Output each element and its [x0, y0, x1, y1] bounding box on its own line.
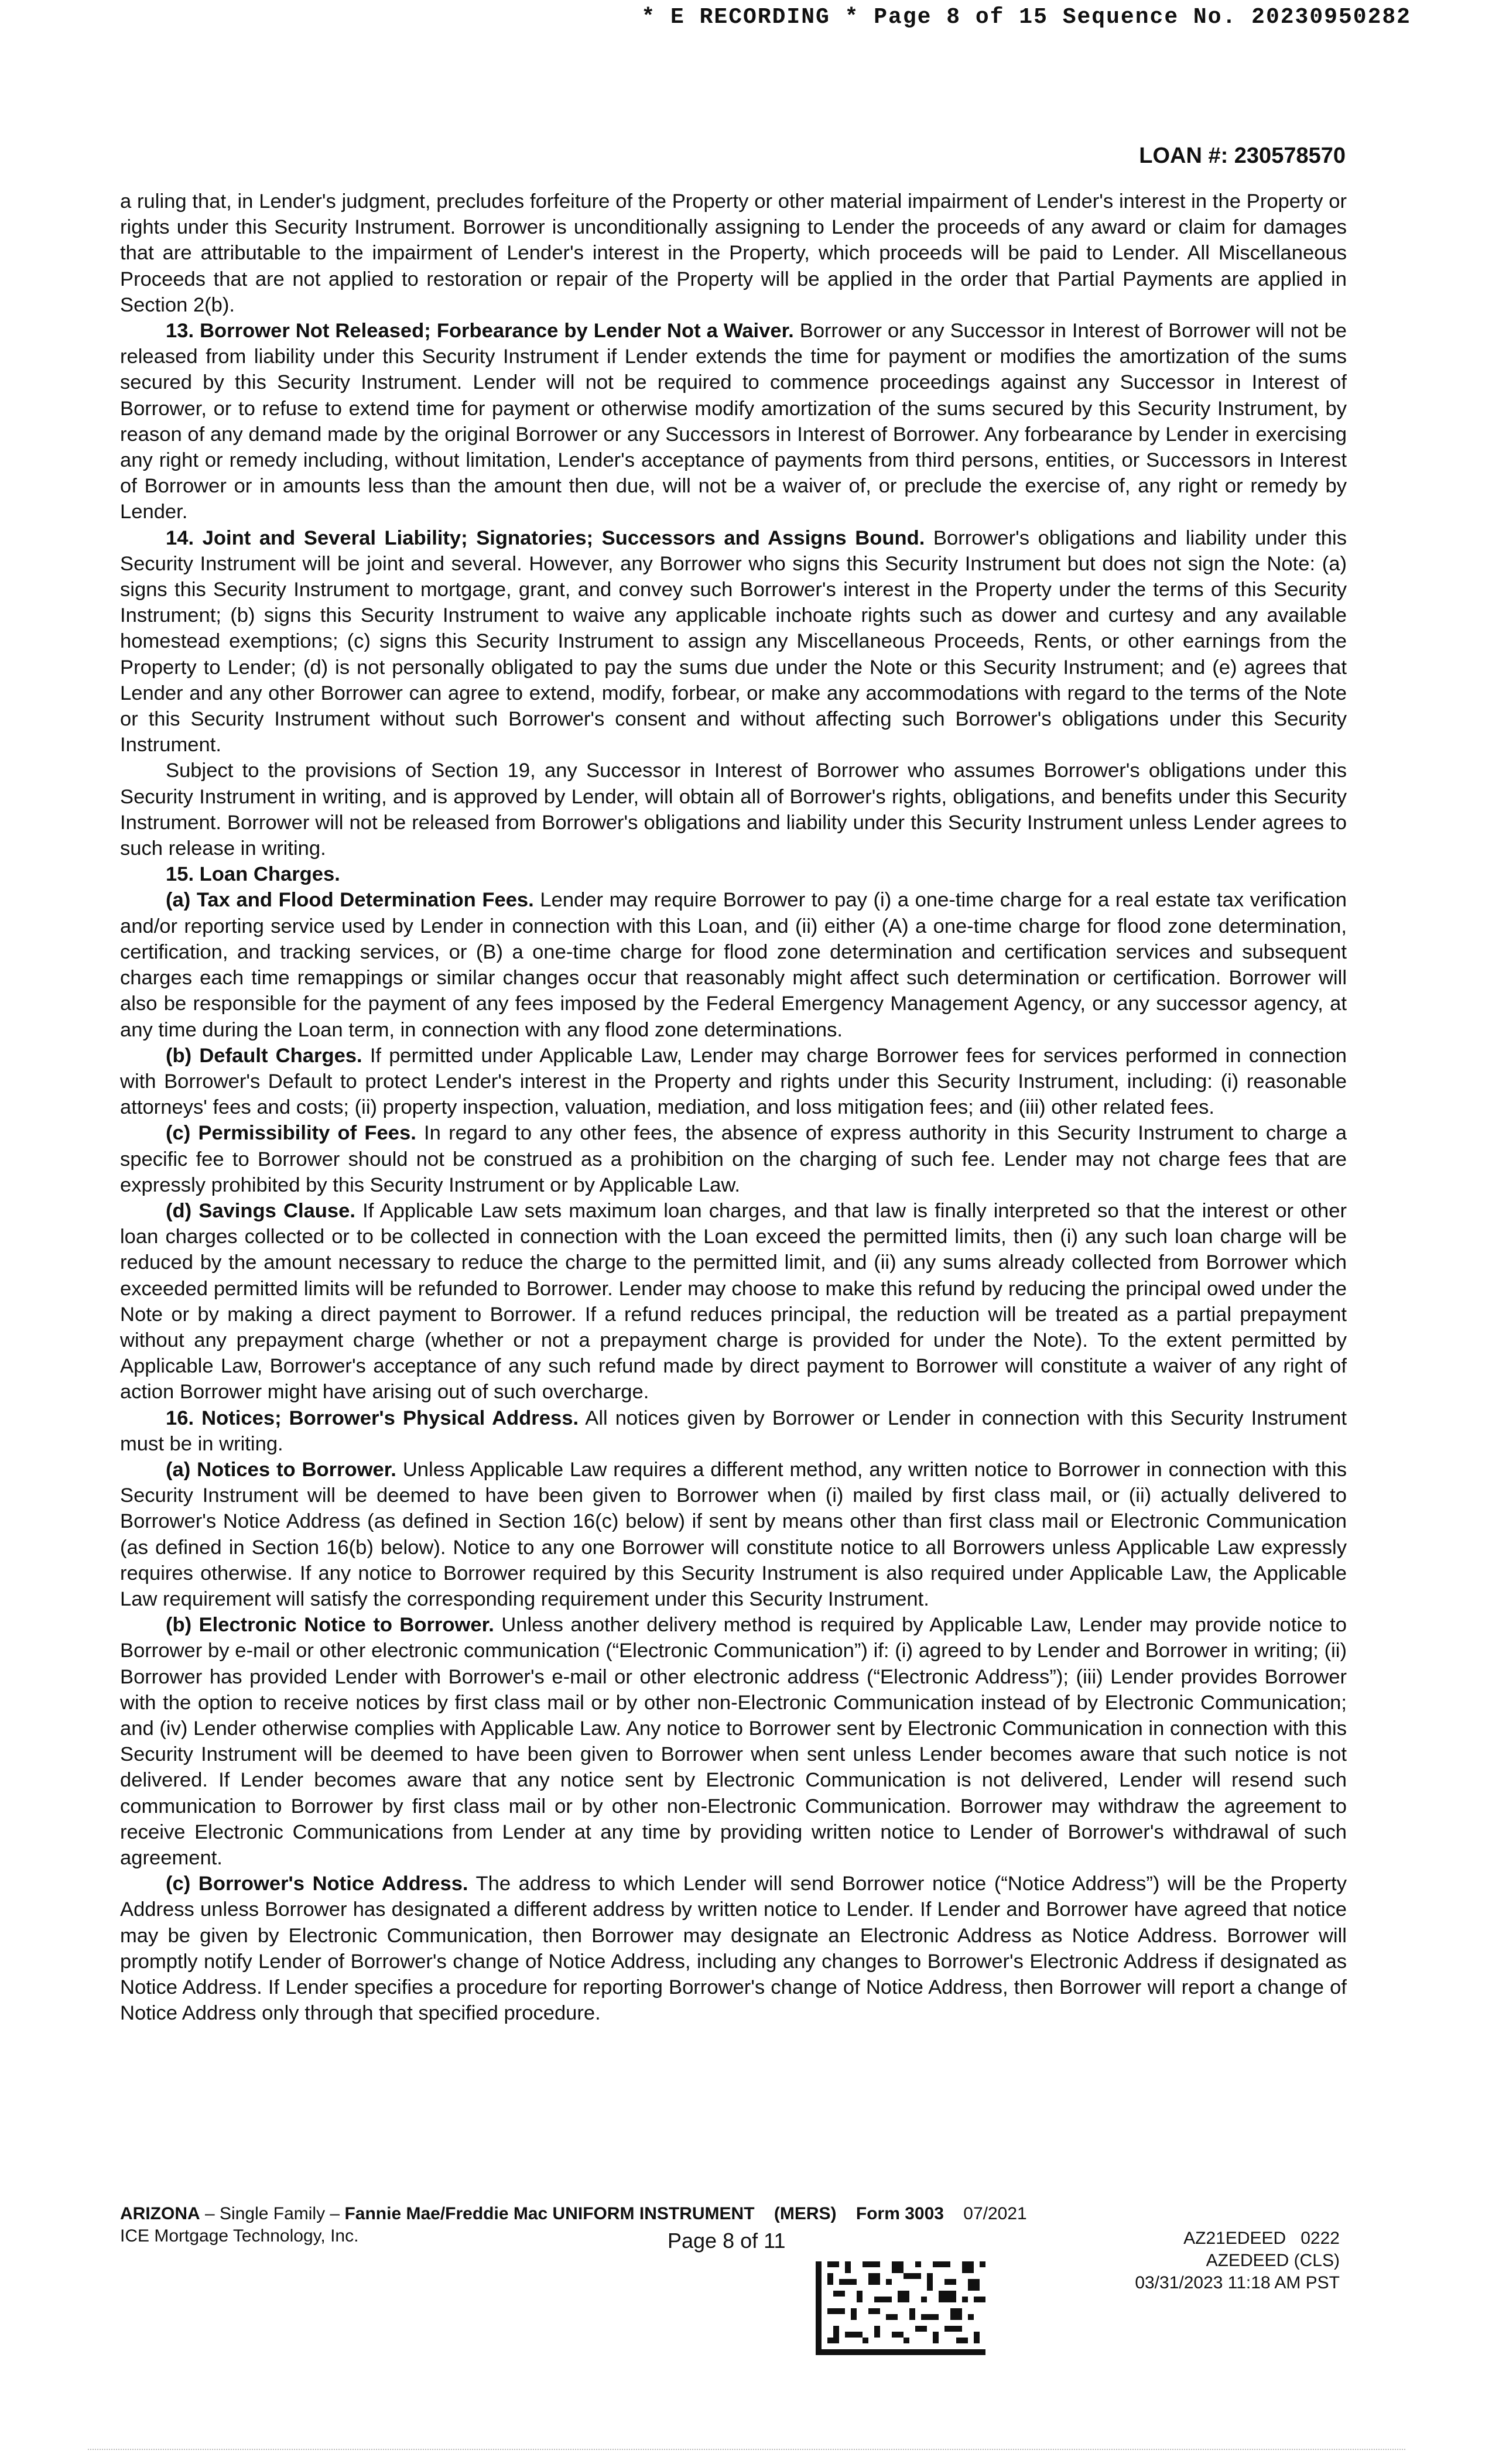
section-15a: (a) Tax and Flood Determination Fees. Lender may require Borrower to pay (i) a one-time charge for a real estate tax verification and/or reporting service used by Lender in connection with this Loan, and (ii) either (A) a one-time charge for flood zone determination, certification, and tracking services, or (B) a one-time charge for flood zone determination and certification services and subsequent charges each time remappings or similar changes occur that reasonably might affect such determination or certification. Borrower will also be responsible for the payment of any fees imposed by the Federal Emergency Management Agency, or any successor agency, at any time during the Loan term, in connection with any flood zone determinations.	[120, 889, 1347, 1041]
section-13-heading: 13. Borrower Not Released; Forbearance by Lender Not a Waiver.	[166, 320, 794, 343]
section-16-heading: 16. Notices; Borrower's Physical Address.	[166, 1406, 579, 1429]
section-13	[120, 318, 1347, 525]
loan-number: LOAN #: 230578570	[1139, 143, 1346, 168]
section-15a-heading: (a) Tax and Flood Determination Fees.	[166, 889, 534, 912]
section-15	[120, 861, 1347, 887]
section-14-text: Borrower's obligations and liability under this Security Instrument will be joint and several. However, any Borrower who signs this Security Instrument but does not sign the Note: (a) signs this Security Instrument to mortgage, grant, and convey such Borrower's interest in the Property under the terms of this Security Instrument; (b) signs this Security Instrument to waive any applicable inchoate rights such as dower and curtesy and any available homestead exemptions; (c) signs this Security Instrument to assign any Miscellaneous Proceeds, Rents, or other earnings from the Property to Lender; (d) is not personally obligated to pay the sums due under the Note or this Security Instrument; and (e) agrees that Lender and any other Borrower can agree to extend, modify, forbear, or make any accommodations with regard to the terms of the Note or this Security Instrument without such Borrower's consent and without affecting such Borrower's obligations under this Security Instrument.	[120, 526, 1347, 757]
section-15d: (d) Savings Clause. If Applicable Law sets maximum loan charges, and that law is finally interpreted so that the interest or other loan charges collected or to be collected in connection with the Loan exceed the permitted limits, then (i) any such loan charge will be reduced by the amount necessary to reduce the charge to the permitted limit, and (ii) any sums already collected from Borrower which exceeded permitted limits will be refunded to Borrower. Lender may choose to make this refund by reducing the principal owed under the Note or by making a direct payment to Borrower. If a refund reduces principal, the reduction will be treated as a partial prepayment without any prepayment charge (whether or not a prepayment charge is provided for under the Note). To the extent permitted by Applicable Law, Borrower's acceptance of any such refund made by direct payment to Borrower will constitute a waiver of any right of action Borrower might have arising out of such overcharge.	[120, 1199, 1347, 1404]
section-15b: (b) Default Charges. If permitted under Applicable Law, Lender may charge Borrower fees for services performed in connection with Borrower's Default to protect Lender's interest in the Property and rights under this Security Instrument, including: (i) reasonable attorneys' fees and costs; (ii) property inspection, valuation, mediation, and loss mitigation fees; and (iii) other related fees.	[120, 1044, 1347, 1119]
section-14-paragraph-2: Subject to the provisions of Section 19, any Successor in Interest of Borrower who assumes Borrower's obligations under this Security Instrument in writing, and is approved by Lender, will obtain all of Borrower's rights, obligations, and benefits under this Security Instrument. Borrower will not be released from Borrower's obligations and liability under this Security Instrument unless Lender agrees to such release in writing.	[120, 759, 1347, 860]
section-16c: (c) Borrower's Notice Address. The address to which Lender will send Borrower notice (“Notice Address”) will be the Property Address unless Borrower has designated a different address by written notice to Lender. If Lender and Borrower have agreed that notice may be given by Electronic Communication, then Borrower may designate an Electronic Address as Notice Address. Borrower will promptly notify Lender of Borrower's change of Notice Address, including any changes to Borrower's Electronic Address if designated as Notice Address. If Lender specifies a procedure for reporting Borrower's change of Notice Address, then Borrower will report a change of Notice Address only through that specified procedure.	[120, 1873, 1347, 2025]
section-16c-heading: (c) Borrower's Notice Address.	[166, 1873, 468, 1895]
section-16a-heading: (a) Notices to Borrower.	[166, 1458, 396, 1481]
scan-artifact-line	[88, 2446, 1405, 2450]
document-body	[120, 189, 1347, 2144]
page-footer	[120, 2203, 1347, 2379]
section-15c: (c) Permissibility of Fees. In regard to any other fees, the absence of express authority in this Security Instrument to charge a specific fee to Borrower should not be construed as a prohibition on the charging of such fee. Lender may not charge fees that are expressly prohibited by this Security Instrument or by Applicable Law.	[120, 1122, 1347, 1196]
section-16: 16. Notices; Borrower's Physical Address. All notices given by Borrower or Lender in connection with this Security Instrument must be in writing.	[120, 1406, 1347, 1455]
section-15-heading: 15. Loan Charges.	[166, 863, 340, 886]
barcode-icon	[816, 2261, 985, 2355]
section-15c-heading: (c) Permissibility of Fees.	[166, 1122, 416, 1145]
recording-stamp: * E RECORDING * Page 8 of 15 Sequence No. 20230950282	[641, 5, 1411, 30]
company-name: ICE Mortgage Technology, Inc.	[120, 2226, 359, 2246]
document-codes: AZ21EDEED 0222 AZEDEED (CLS) 03/31/2023 11:18 AM PST	[1135, 2229, 1340, 2292]
section-16a: (a) Notices to Borrower. Unless Applicable Law requires a different method, any written notice to Borrower in connection with this Security Instrument will be deemed to have been given to Borrower when (i) mailed by first class mail, or (ii) actually delivered to Borrower's Notice Address (as defined in Section 16(c) below) if sent by means other than first class mail or Electronic Communication (as defined in Section 16(b) below). Notice to any one Borrower will constitute notice to all Borrowers unless Applicable Law expressly requires otherwise. If any notice to Borrower required by this Security Instrument is also required under Applicable Law, the Applicable Law requirement will satisfy the corresponding requirement under this Security Instrument.	[120, 1458, 1347, 1610]
paragraph-continuation: a ruling that, in Lender's judgment, precludes forfeiture of the Property or other material impairment of Lender's interest in the Property or rights under this Security Instrument. Borrower is unconditionally assigning to Lender the proceeds of any award or claim for damages that are attributable to the impairment of Lender's interest in the Property, which proceeds will be paid to Lender. All Miscellaneous Proceeds that are not applied to restoration or repair of the Property will be applied in the order that Partial Payments are applied in Section 2(b).	[120, 190, 1347, 316]
page-number: Page 8 of 11	[668, 2229, 786, 2253]
section-16b: (b) Electronic Notice to Borrower. Unless another delivery method is required by Applicable Law, Lender may provide notice to Borrower by e-mail or other electronic communication (“Electronic Communication”) if: (i) agreed to by Lender and Borrower in writing; (ii) Borrower has provided Lender with Borrower's e-mail or other electronic address (“Electronic Address”); (iii) Lender provides Borrower with the option to receive notices by first class mail or by other non-Electronic Communication instead of by Electronic Communication; and (iv) Lender otherwise complies with Applicable Law. Any notice to Borrower sent by Electronic Communication in connection with this Security Instrument will be deemed to have been given to Borrower when sent unless Lender becomes aware that such notice is not delivered. If Lender becomes aware that any notice sent by Electronic Communication is not delivered, Lender will resend such communication to Borrower by first class mail or by other non-Electronic Communication. Borrower may withdraw the agreement to receive Electronic Communications from Lender at any time by providing written notice to Lender of Borrower's withdrawal of such agreement.	[120, 1614, 1347, 1869]
section-15d-heading: (d) Savings Clause.	[166, 1199, 355, 1222]
section-16b-heading: (b) Electronic Notice to Borrower.	[166, 1614, 494, 1637]
section-15b-heading: (b) Default Charges.	[166, 1044, 362, 1067]
section-13-text: Borrower or any Successor in Interest of Borrower will not be released from liability under this Security Instrument if Lender extends the time for payment or modifies the amortization of the sums secured by this Security Instrument. Lender will not be required to commence proceedings against any Successor in Interest of Borrower, or to refuse to extend time for payment or otherwise modify amortization of the sums secured by this Security Instrument, by reason of any demand made by the original Borrower or any Successors in Interest of Borrower. Any forbearance by Lender in exercising any right or remedy including, without limitation, Lender's acceptance of payments from third persons, entities, or Successors in Interest of Borrower or in amounts less than the amount then due, will not be a waiver of, or preclude the exercise of, any right or remedy by Lender.	[120, 320, 1347, 523]
section-14	[120, 525, 1347, 758]
form-identification: ARIZONA – Single Family – Fannie Mae/Freddie Mac UNIFORM INSTRUMENT (MERS) Form 3003 07/2021	[120, 2204, 1027, 2223]
section-14-heading: 14. Joint and Several Liability; Signatories; Successors and Assigns Bound.	[166, 526, 925, 549]
